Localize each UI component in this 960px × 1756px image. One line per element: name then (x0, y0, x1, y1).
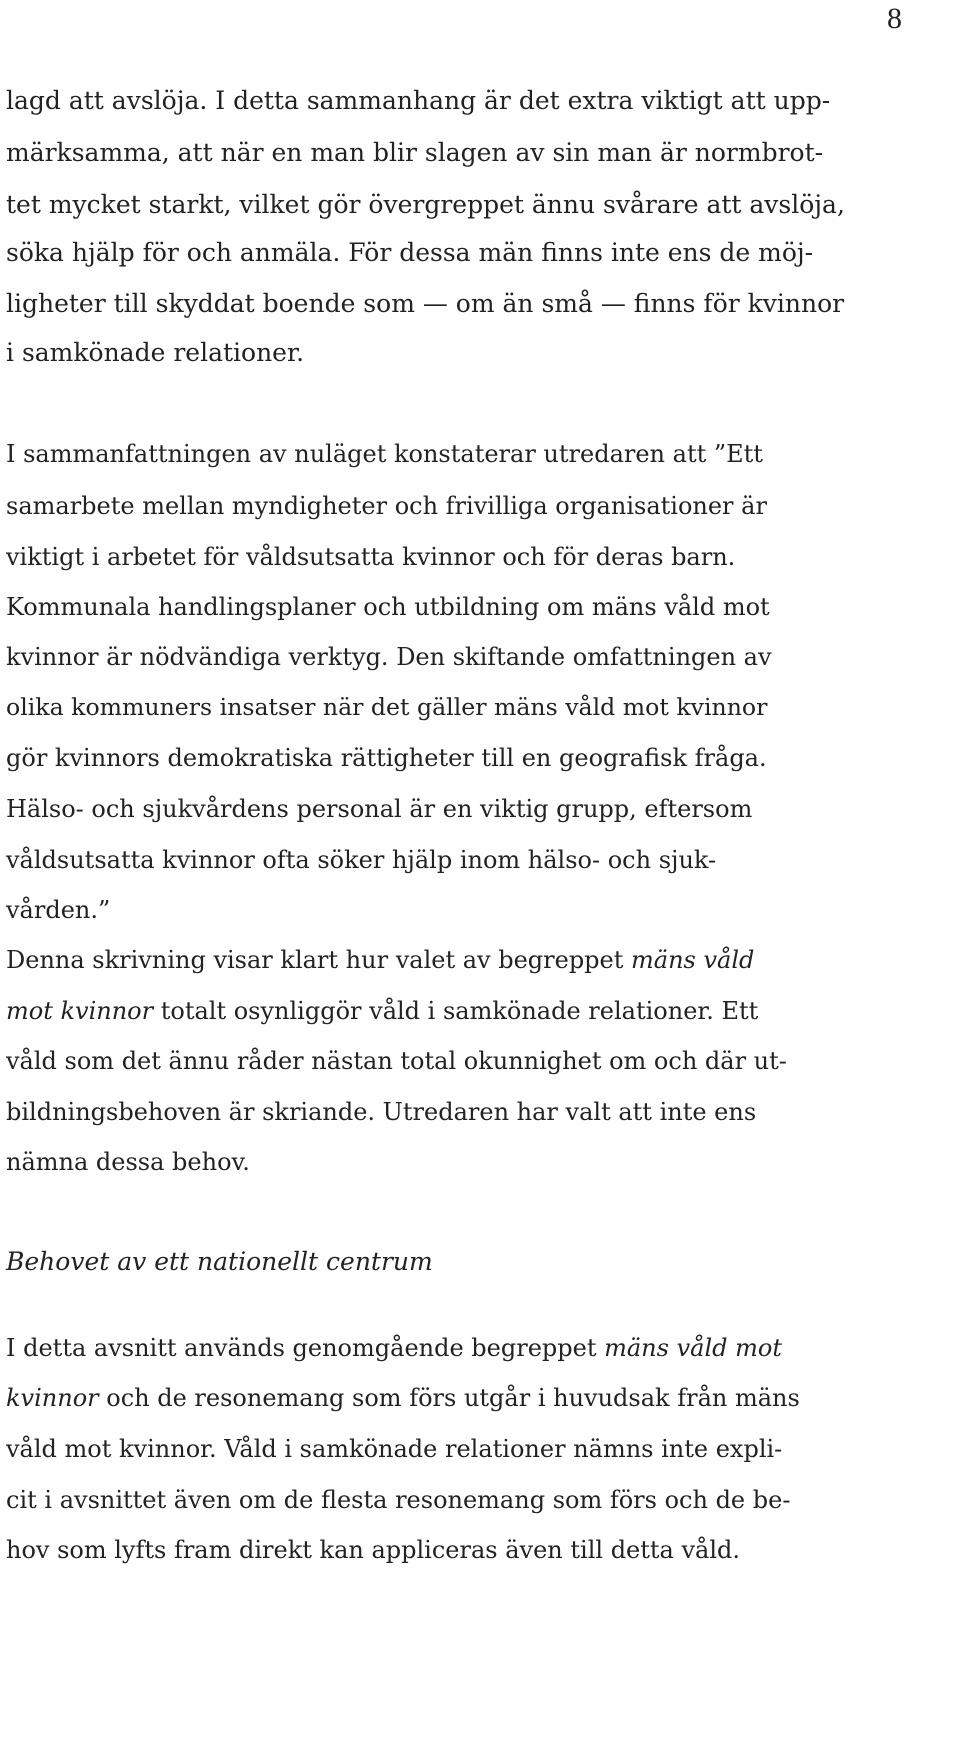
emphasized-term: kvinnor (6, 1384, 99, 1412)
text-line (6, 1381, 800, 1415)
text-line: hov som lyfts fram direkt kan appliceras även till detta våld. (6, 1536, 741, 1564)
text-line: kvinnor är nödvändiga verktyg. Den skiftande omfattningen av (6, 643, 772, 671)
text-line: Kommunala handlingsplaner och utbildning om mäns våld mot (6, 593, 770, 621)
text-line: våld som det ännu råder nästan total okunnighet om och där ut- (6, 1047, 787, 1075)
emphasized-term: mot kvinnor (6, 997, 154, 1025)
text-segment: Denna skrivning visar klart hur valet av begreppet (6, 946, 632, 974)
text-segment: totalt osynliggör våld i samkönade relationer. Ett (153, 997, 759, 1025)
text-line: olika kommuners insatser när det gäller mäns våld mot kvinnor (6, 693, 768, 721)
text-line (6, 943, 754, 977)
text-line: samarbete mellan myndigheter och frivilliga organisationer är (6, 492, 767, 520)
text-line: Hälso- och sjukvårdens personal är en viktig grupp, eftersom (6, 795, 753, 823)
text-line: ligheter till skyddat boende som — om än små — finns för kvinnor (6, 289, 845, 318)
text-line: märksamma, att när en man blir slagen av sin man är normbrot- (6, 138, 824, 167)
text-line: bildningsbehoven är skriande. Utredaren har valt att inte ens (6, 1098, 757, 1126)
emphasized-term: mäns våld mot (604, 1334, 782, 1362)
text-line: viktigt i arbetet för våldsutsatta kvinnor och för deras barn. (6, 543, 736, 571)
text-line (6, 994, 758, 1028)
text-line: gör kvinnors demokratiska rättigheter till en geografisk fråga. (6, 744, 767, 772)
text-segment: och de resonemang som förs utgår i huvudsak från mäns (98, 1384, 800, 1412)
text-line: söka hjälp för och anmäla. För dessa män finns inte ens de möj- (6, 238, 814, 267)
text-line: lagd att avslöja. I detta sammanhang är det extra viktigt att upp- (6, 86, 831, 115)
text-line: cit i avsnittet även om de flesta resonemang som förs och de be- (6, 1486, 791, 1514)
text-line: våld mot kvinnor. Våld i samkönade relationer nämns inte expli- (6, 1435, 783, 1463)
text-segment: I detta avsnitt används genomgående begreppet (6, 1334, 605, 1362)
text-line: tet mycket starkt, vilket gör övergreppet ännu svårare att avslöja, (6, 190, 845, 219)
text-line: vården.” (6, 896, 111, 924)
section-heading: Behovet av ett nationellt centrum (6, 1247, 433, 1276)
text-line: nämna dessa behov. (6, 1148, 250, 1176)
emphasized-term: mäns våld (631, 946, 755, 974)
page-number: 8 (887, 2, 902, 35)
text-line: våldsutsatta kvinnor ofta söker hjälp inom hälso- och sjuk- (6, 846, 717, 874)
text-line (6, 1331, 782, 1365)
text-line: I sammanfattningen av nuläget konstaterar utredaren att ”Ett (6, 440, 763, 468)
text-line: i samkönade relationer. (6, 338, 305, 367)
